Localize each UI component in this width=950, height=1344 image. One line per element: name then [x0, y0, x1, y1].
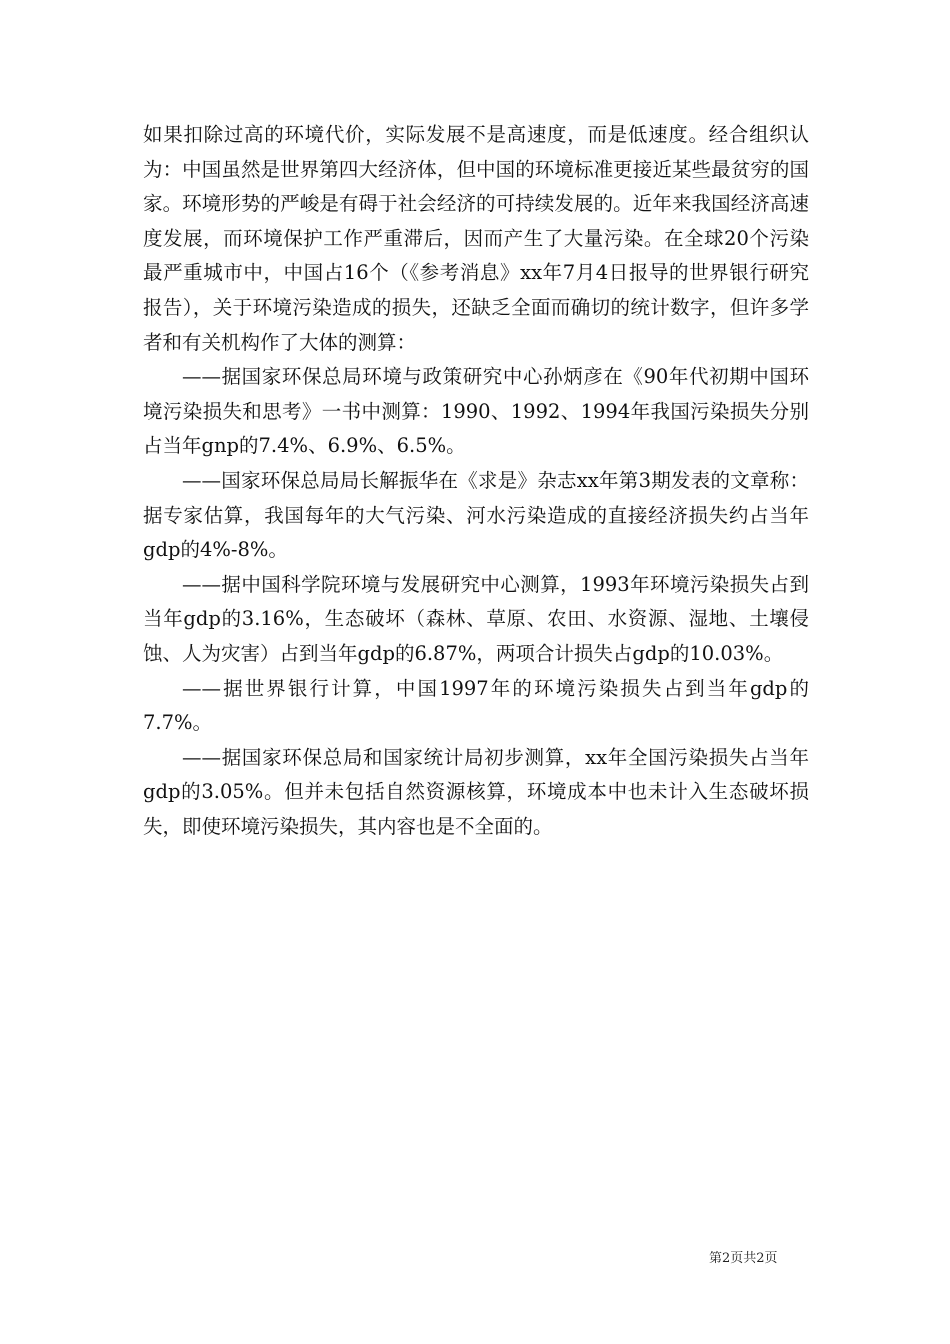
paragraph-sun-bingyan-estimate: ——据国家环保总局环境与政策研究中心孙炳彦在《90年代初期中国环境污染损失和思考》一书中测算：1990、1992、1994年我国污染损失分别占当年gnp的7.4%、6.9%、6.5%。 [143, 365, 809, 458]
paragraph-world-bank-estimate: ——据世界银行计算，中国1997年的环境污染损失占到当年gdp的7.7%。 [143, 676, 809, 735]
paragraph-xie-zhenhua-estimate: ——国家环保总局局长解振华在《求是》杂志xx年第3期发表的文章称：据专家估算，我国每年的大气污染、河水污染造成的直接经济损失约占当年gdp的4%-8%。 [143, 468, 809, 562]
paragraph-cas-estimate: ——据中国科学院环境与发展研究中心测算，1993年环境污染损失占到当年gdp的3.16%，生态破坏（森林、草原、农田、水资源、湿地、土壤侵蚀、人为灾害）占到当年gdp的6.87%，两项合计损失占gdp的10.03%。 [143, 572, 809, 665]
document-body [143, 118, 809, 844]
page-number-footer: 第2页共2页 [709, 1251, 778, 1266]
paragraph-intro: 如果扣除过高的环境代价，实际发展不是高速度，而是低速度。经合组织认为：中国虽然是世界第四大经济体，但中国的环境标准更接近某些最贫穷的国家。环境形势的严峻是有碍于社会经济的可持续发展的。近年来我国经济高速度发展，而环境保护工作严重滞后，因而产生了大量污染。在全球20个污染最严重城市中，中国占16个（《参考消息》xx年7月4日报导的世界银行研究报告），关于环境污染造成的损失，还缺乏全面而确切的统计数字，但许多学者和有关机构作了大体的测算： [143, 123, 809, 354]
paragraph-sepa-nbs-estimate: ——据国家环保总局和国家统计局初步测算，xx年全国污染损失占当年gdp的3.05%。但并未包括自然资源核算，环境成本中也未计入生态破坏损失，即使环境污染损失，其内容也是不全面的。 [143, 745, 809, 838]
